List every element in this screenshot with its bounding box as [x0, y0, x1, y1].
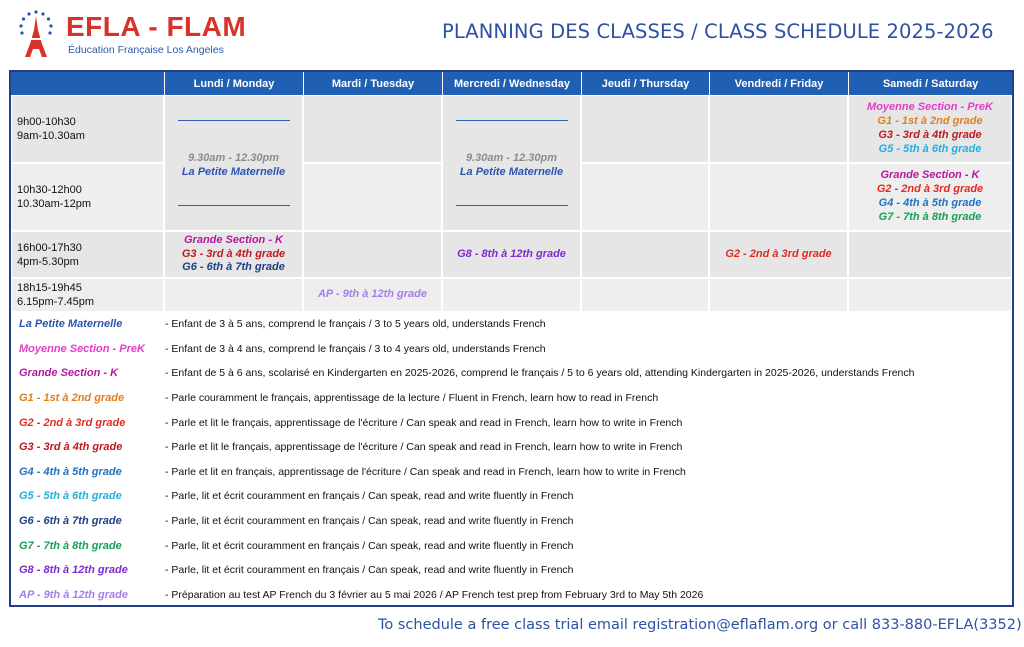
legend-description: - Parle et lit le français, apprentissage de l'écriture / Can speak and read in French, learn how to write in French: [165, 441, 683, 454]
schedule-cell: [442, 278, 581, 312]
day-header-wednesday: Mercredi / Wednesday: [442, 72, 581, 95]
legend-class-name: G6 - 6th à 7th grade: [19, 515, 122, 528]
time-fr: 18h15-19h45: [17, 282, 82, 294]
schedule-table: [9, 70, 1014, 607]
divider: [456, 120, 568, 121]
class-label: G8 - 8th à 12th grade: [457, 247, 566, 260]
schedule-cell: [303, 163, 442, 231]
legend-class-name: G1 - 1st à 2nd grade: [19, 392, 125, 405]
legend-description: - Enfant de 3 à 4 ans, comprend le français / 3 to 4 years old, understands French: [165, 342, 546, 355]
legend-row: [11, 386, 1012, 411]
time-en: 9am-10.30am: [17, 130, 85, 142]
legend-class-name: Grande Section - K: [19, 367, 119, 380]
schedule-cell: [848, 278, 1012, 312]
class-label: G6 - 6th à 7th grade: [182, 261, 285, 274]
legend-description: - Parle et lit en français, apprentissage de l'écriture / Can speak and read in French, learn how to write in French: [165, 465, 686, 478]
legend-description: - Parle, lit et écrit couramment en français / Can speak, read and write fluently in French: [165, 539, 574, 552]
legend-description: - Parle, lit et écrit couramment en français / Can speak, read and write fluently in French: [165, 515, 574, 528]
class-label: G5 - 5th à 6th grade: [878, 142, 982, 155]
saturday-slot2-classes: [848, 163, 1012, 231]
class-label: G4 - 4th à 5th grade: [878, 197, 982, 209]
class-time: 9.30am - 12.30pm: [465, 152, 558, 164]
class-name: La Petite Maternelle: [181, 166, 286, 178]
legend-class-name: AP - 9th à 12th grade: [19, 588, 129, 601]
legend-row: [11, 337, 1012, 362]
schedule-cell: [581, 95, 709, 163]
divider: [178, 120, 290, 121]
logo-name: EFLA - FLAM: [66, 11, 247, 42]
wednesday-maternelle-block: [442, 95, 581, 231]
class-time: 9.30am - 12.30pm: [187, 152, 280, 164]
schedule-cell: [581, 278, 709, 312]
schedule-cell: [581, 163, 709, 231]
legend-row: [11, 583, 1012, 607]
schedule-cell: [709, 95, 848, 163]
class-name: La Petite Maternelle: [459, 166, 564, 178]
day-header-tuesday: Mardi / Tuesday: [303, 72, 442, 95]
schedule-cell: [303, 95, 442, 163]
legend-class-name: G2 - 2nd à 3rd grade: [19, 416, 126, 429]
legend-class-name: Moyenne Section - PreK: [19, 342, 145, 355]
time-slot-4: [11, 278, 164, 312]
friday-afternoon-classes: [709, 231, 848, 278]
legend-description: - Parle et lit le français, apprentissage de l'écriture / Can speak and read in French, learn how to write in French: [165, 416, 683, 429]
day-header-saturday: Samedi / Saturday: [848, 72, 1012, 95]
legend-class-name: G7 - 7th à 8th grade: [19, 539, 122, 552]
divider: [456, 205, 568, 206]
day-header-friday: Vendredi / Friday: [709, 72, 848, 95]
legend-row: [11, 410, 1012, 435]
day-header-thursday: Jeudi / Thursday: [581, 72, 709, 95]
legend-class-name: G3 - 3rd à 4th grade: [19, 441, 123, 454]
class-label: Grande Section - K: [880, 169, 980, 182]
schedule-cell: [848, 231, 1012, 278]
eiffel-tower-logo-icon: [12, 8, 60, 60]
legend-description: - Parle, lit et écrit couramment en français / Can speak, read and write fluently in French: [165, 490, 574, 503]
class-label: G7 - 7th à 8th grade: [878, 210, 982, 223]
class-label: Grande Section - K: [183, 233, 284, 246]
legend-description: - Parle couramment le français, apprentissage de la lecture / Fluent in French, learn how to read in French: [165, 392, 659, 405]
time-fr: 9h00-10h30: [17, 116, 76, 128]
day-header-monday: Lundi / Monday: [164, 72, 303, 95]
legend-row: [11, 533, 1012, 558]
footer-contact: To schedule a free class trial email registration@eflaflam.org or call 833-880-EFLA(3352): [378, 617, 1022, 633]
class-label: G2 - 2nd à 3rd grade: [876, 183, 984, 196]
legend-description: - Enfant de 3 à 5 ans, comprend le français / 3 to 5 years old, understands French: [165, 318, 546, 331]
legend-description: - Parle, lit et écrit couramment en français / Can speak, read and write fluently in French: [165, 564, 574, 577]
class-label: AP - 9th à 12th grade: [317, 288, 427, 301]
legend-row: [11, 460, 1012, 485]
legend-row: [11, 484, 1012, 509]
class-label: G3 - 3rd à 4th grade: [181, 247, 286, 260]
monday-afternoon-classes: [164, 231, 303, 278]
logo: [12, 8, 252, 60]
legend-row: [11, 558, 1012, 583]
page-title: PLANNING DES CLASSES / CLASS SCHEDULE 2025-2026: [442, 20, 994, 43]
time-slot-3: [11, 231, 164, 278]
schedule-cell: [709, 163, 848, 231]
legend-row: [11, 509, 1012, 534]
header-row: [11, 72, 1012, 95]
time-en: 10.30am-12pm: [17, 198, 91, 210]
legend-class-name: La Petite Maternelle: [19, 318, 123, 331]
tuesday-evening-classes: [303, 278, 442, 312]
time-en: 6.15pm-7.45pm: [17, 296, 95, 308]
class-label: G1 - 1st à 2nd grade: [877, 115, 983, 128]
legend-description: - Préparation au test AP French du 3 février au 5 mai 2026 / AP French test prep from February 3rd to May 5th 2026: [165, 588, 704, 601]
time-fr: 10h30-12h00: [17, 184, 82, 196]
saturday-slot1-classes: [848, 95, 1012, 163]
class-label: G3 - 3rd à 4th grade: [878, 129, 982, 141]
schedule-cell: [164, 278, 303, 312]
time-en: 4pm-5.30pm: [17, 255, 79, 268]
time-fr: 16h00-17h30: [17, 241, 82, 254]
legend-row: [11, 312, 1012, 337]
legend-class-name: G8 - 8th à 12th grade: [19, 564, 128, 577]
class-label: Moyenne Section - PreK: [867, 101, 993, 114]
schedule-cell: [709, 278, 848, 312]
legend-class-name: G4 - 4th à 5th grade: [19, 465, 122, 478]
divider: [178, 205, 290, 206]
legend-row: [11, 435, 1012, 460]
schedule-cell: [303, 231, 442, 278]
time-slot-2: [11, 163, 164, 231]
wednesday-afternoon-classes: [442, 231, 581, 278]
time-slot-1: [11, 95, 164, 163]
class-label: G2 - 2nd à 3rd grade: [725, 247, 832, 260]
legend-class-name: G5 - 5th à 6th grade: [19, 490, 122, 503]
logo-subtitle: Éducation Française Los Angeles: [68, 44, 224, 56]
schedule-cell: [581, 231, 709, 278]
legend-description: - Enfant de 5 à 6 ans, scolarisé en Kindergarten en 2025-2026, comprend le français / 5 to 6 years old, attending Kindergarten in 2025-2026, understands French: [165, 367, 915, 380]
legend-row: [11, 361, 1012, 386]
monday-maternelle-block: [164, 95, 303, 231]
